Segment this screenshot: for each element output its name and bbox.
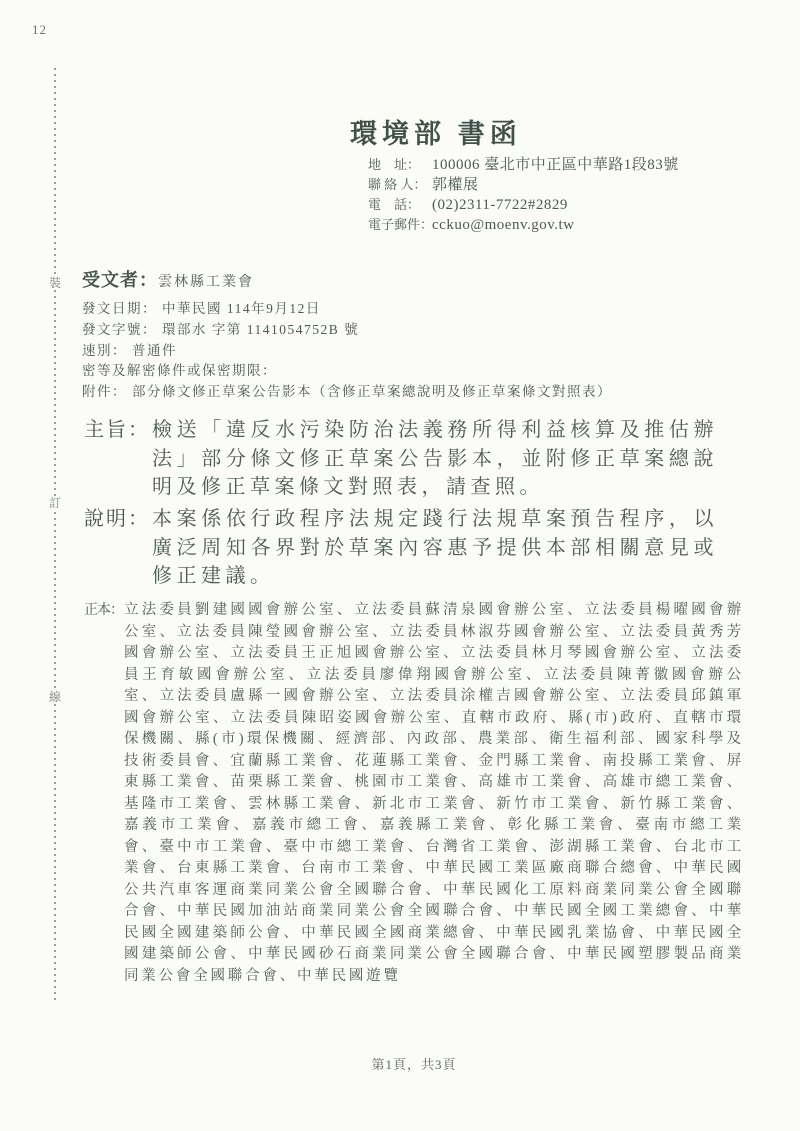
meta-row-security: [82, 361, 612, 382]
contact-label: 電子郵件：: [368, 217, 434, 232]
description-text: 本案係依行政程序法規定踐行法規草案預告程序，以廣泛周知各界對於草案內容惠予提供本部相關意見或修正建議。: [152, 508, 718, 587]
contact-row-address: [368, 155, 679, 175]
contact-value: 郭權展: [432, 177, 479, 193]
contact-value: 100006 臺北市中正區中華路1段83號: [432, 157, 679, 173]
contact-label: 聯 絡 人：: [368, 177, 427, 192]
meta-label: 發文日期：: [82, 301, 157, 316]
copy-recipients-text: 立法委員劉建國國會辦公室、立法委員蘇清泉國會辦公室、立法委員楊曜國會辦公室、立法委員陳瑩國會辦公室、立法委員林淑芬國會辦公室、立法委員黃秀芳國會辦公室、立法委員王正旭國會辦公室、立法委員林月琴國會辦公室、立法委員王育敏國會辦公室、立法委員廖偉翔國會辦公室、立法委員陳菁徽國會辦公室、立法委員盧縣一國會辦公室、立法委員涂權吉國會辦公室、立法委員邱鎮軍國會辦公室、立法委員陳昭姿國會辦公室、直轄市政府、縣(市)政府、直轄市環保機關、縣(市)環保機關、經濟部、內政部、農業部、衛生福利部、國家科學及技術委員會、宜蘭縣工業會、花蓮縣工業會、金門縣工業會、南投縣工業會、屏東縣工業會、苗栗縣工業會、桃園市工業會、高雄市工業會、高雄市總工業會、基隆市工業會、雲林縣工業會、新北市工業會、新竹市工業會、新竹縣工業會、嘉義市工業會、嘉義市總工會、嘉義縣工業會、彰化縣工業會、臺南市總工業會、臺中市工業會、臺中市總工業會、台灣省工業會、澎湖縣工業會、台北市工業會、台東縣工業會、台南市工業會、中華民國工業區廠商聯合總會、中華民國公共汽車客運商業同業公會全國聯合會、中華民國化工原料商業同業公會全國聯合會、中華民國加油站商業同業公會全國聯合會、中華民國全國工業總會、中華民國全國建築師公會、中華民國全國商業總會、中華民國乳業協會、中華民國全國建築師公會、中華民國砂石商業同業公會全國聯合會、中華民國塑膠製品商業同業公會全國聯合會、中華民國遊覽: [124, 602, 744, 984]
contact-row-email: [368, 215, 679, 235]
meta-row-issue-date: [82, 299, 612, 320]
meta-row-doc-number: [82, 320, 612, 341]
recipient-label: 受文者：: [82, 270, 158, 290]
contact-label: 電 話：: [368, 197, 421, 212]
page-footer: 第1頁，共3頁: [371, 1057, 457, 1072]
recipient-value: 雲林縣工業會: [158, 275, 254, 290]
recipient-line: [82, 266, 254, 292]
meta-label: 密等及解密條件或保密期限：: [82, 363, 277, 379]
letterhead-contact-block: [368, 155, 679, 235]
binding-mark-zhuang: 裝: [43, 276, 67, 290]
meta-row-speed: [82, 341, 612, 362]
binding-mark-xian: 線: [43, 690, 67, 704]
binding-dotted-line: [48, 68, 61, 1004]
page-corner-number: 12: [32, 22, 47, 37]
subject-block: [84, 416, 718, 502]
subject-text: 檢送「違反水污染防治法義務所得利益核算及推估辦法」部分條文修正草案公告影本，並附修正草案總說明及修正草案條文對照表，請查照。: [152, 419, 718, 498]
document-title: 環境部 書函: [350, 119, 522, 149]
meta-label: 速別：: [82, 342, 127, 358]
description-block: [84, 505, 718, 591]
meta-row-attachment: [82, 382, 612, 403]
meta-label: 附件：: [82, 384, 127, 400]
document-meta-block: [82, 299, 612, 403]
description-label: 說明：: [84, 508, 150, 530]
meta-label: 發文字號：: [82, 321, 157, 337]
contact-row-phone: [368, 195, 679, 215]
copy-recipients-block: [84, 600, 744, 987]
meta-value: 部分條文修正草案公告影本（含修正草案總說明及修正草案條文對照表）: [132, 384, 612, 400]
meta-value: 中華民國 114年9月12日: [162, 301, 321, 316]
contact-row-person: [368, 175, 679, 195]
contact-value: cckuo@moenv.gov.tw: [432, 217, 575, 233]
contact-label: 地 址：: [368, 157, 421, 172]
copy-label: 正本：: [84, 603, 123, 618]
meta-value: 環部水 字第 1141054752B 號: [162, 321, 360, 337]
contact-value: (02)2311-7722#2829: [432, 197, 568, 213]
subject-label: 主旨：: [84, 419, 150, 441]
meta-value: 普通件: [132, 342, 177, 358]
binding-mark-ding: 訂: [43, 496, 67, 510]
